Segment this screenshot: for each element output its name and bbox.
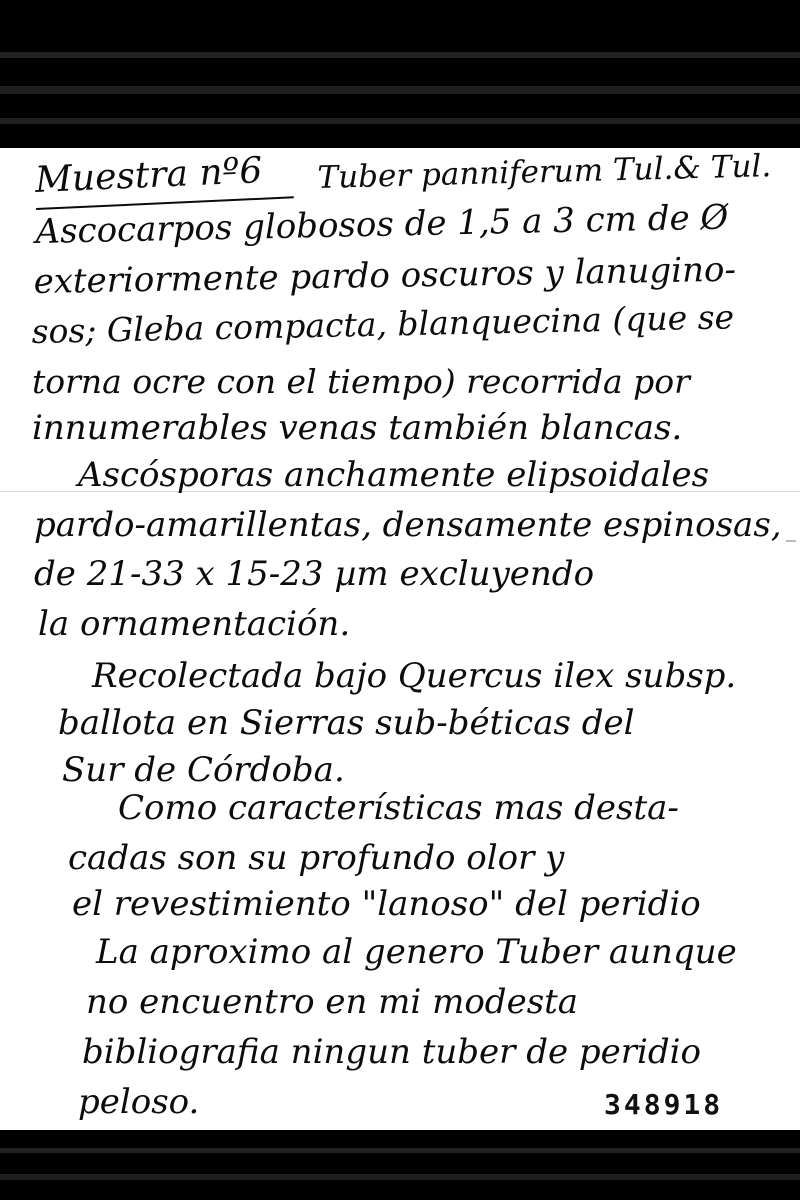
note-line-1: Ascocarpos globosos de 1,5 a 3 cm de Ø: [35, 197, 729, 252]
note-title: Muestra nº6: [34, 150, 264, 201]
note-line-6: Ascósporas anchamente elipsoidales: [78, 455, 710, 495]
note-line-10: Recolectada bajo Quercus ilex subsp.: [92, 656, 737, 696]
paper-edge-mark: [786, 540, 796, 542]
note-line-19: peloso.: [78, 1082, 200, 1122]
note-line-14: cadas son su profundo olor y: [68, 838, 565, 878]
note-line-17: no encuentro en mi modesta: [86, 982, 579, 1022]
note-line-12: Sur de Córdoba.: [62, 750, 345, 790]
bottom-black-band: [0, 1130, 800, 1200]
note-line-16: La aproximo al genero Tuber aunque: [96, 932, 737, 972]
note-line-2: exteriormente pardo oscuros y lanugino-: [33, 249, 737, 302]
bottom-band-stripes: [0, 1130, 800, 1200]
note-line-8: de 21-33 x 15-23 µm excluyendo: [34, 554, 595, 594]
note-line-5: innumerables venas también blancas.: [32, 408, 683, 448]
note-line-13: Como características mas desta-: [118, 788, 679, 828]
top-black-band: [0, 0, 800, 148]
note-line-7: pardo-amarillentas, densamente espinosas,: [34, 505, 782, 545]
note-line-9: la ornamentación.: [38, 604, 351, 644]
note-line-11: ballota en Sierras sub-béticas del: [58, 703, 635, 743]
note-line-4: torna ocre con el tiempo) recorrida por: [32, 362, 690, 401]
note-line-18: bibliografia ningun tuber de peridio: [82, 1032, 702, 1072]
note-line-3: sos; Gleba compacta, blanquecina (que se: [31, 297, 735, 351]
top-band-stripes: [0, 0, 800, 148]
note-line-15: el revestimiento "lanoso" del peridio: [72, 884, 701, 924]
catalog-number: 348918: [604, 1088, 724, 1121]
note-species: Tuber panniferum Tul.& Tul.: [317, 148, 772, 196]
